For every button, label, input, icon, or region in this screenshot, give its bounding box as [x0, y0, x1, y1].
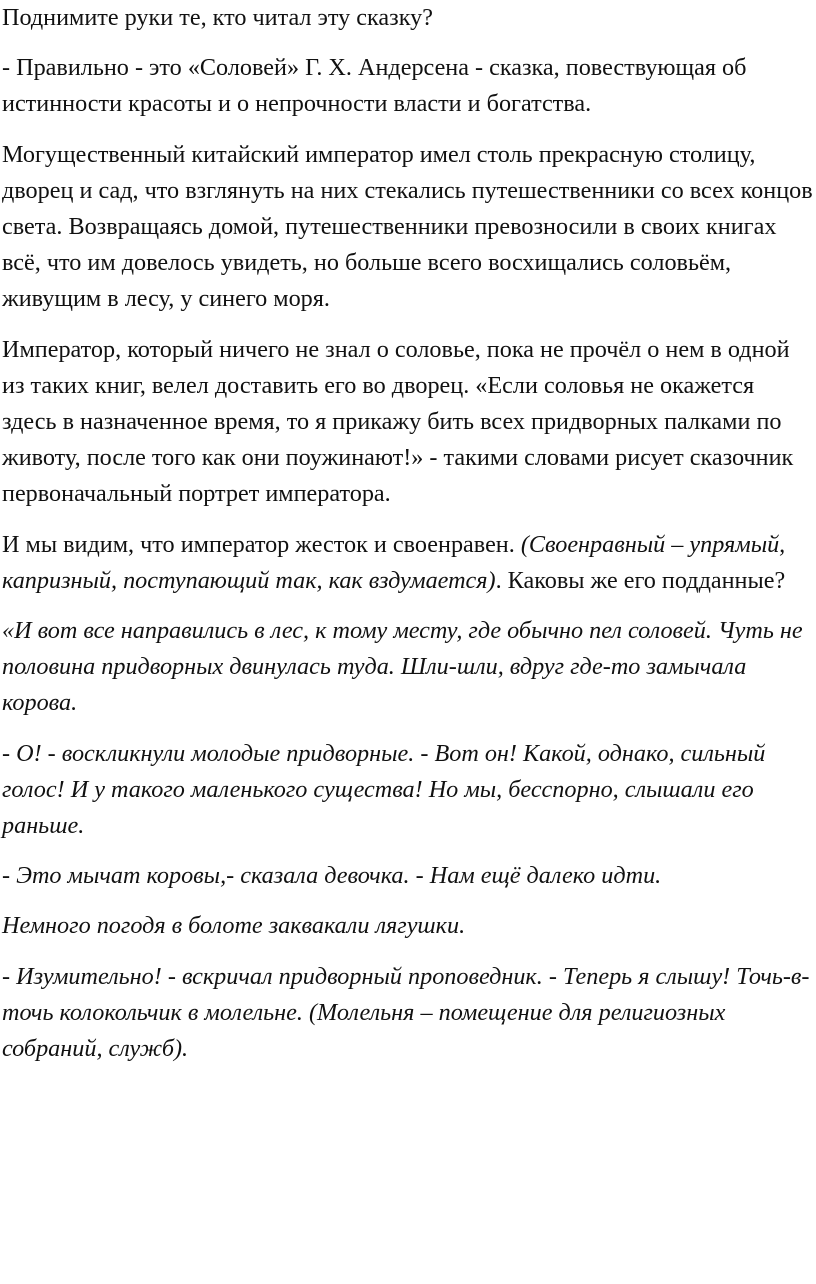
- document-page: [2, 0, 814, 1067]
- italic-definition: (Своенравный – упрямый, капризный, поступающий так, как вздумается): [2, 530, 786, 594]
- text-run: Могущественный китайский император имел столь прекрасную столицу, дворец и сад, что взглянуть на них стекались путешественники со всех концов света. Возвращаясь домой, путешественники превозносили в своих книгах всё, что им довелось увидеть, но больше всего восхищались соловьём, живущим в лесу, у синего моря.: [2, 140, 813, 313]
- paragraph-quote-forest: [2, 613, 814, 722]
- text-run: - Это мычат коровы,- сказала девочка. - Нам ещё далеко идти.: [2, 862, 662, 890]
- text-run: - О! - воскликнули молодые придворные. - Вот он! Какой, однако, сильный голос! И у такого маленького существа! Но мы, бесспорно, слышали его раньше.: [2, 739, 766, 840]
- paragraph-quote-frogs: [2, 908, 814, 944]
- paragraph-emperor-capital: [2, 137, 814, 318]
- paragraph-answer: [2, 50, 814, 122]
- paragraph-quote-preacher: [2, 959, 814, 1068]
- text-run: И мы видим, что император жесток и своенравен.: [2, 530, 521, 558]
- text-run: - Изумительно! - вскричал придворный проповедник. - Теперь я слышу! Точь-в-точь колокольчик в молельне. (Молельня – помещение для религиозных собраний, служб).: [2, 962, 810, 1063]
- paragraph-emperor-character: [2, 527, 814, 599]
- paragraph-intro-question: [2, 0, 814, 36]
- text-run: «И вот все направились в лес, к тому месту, где обычно пел соловей. Чуть не половина придворных двинулась туда. Шли-шли, вдруг где-то замычала корова.: [2, 617, 803, 717]
- paragraph-quote-young-courtiers: [2, 736, 814, 845]
- paragraph-quote-girl: [2, 858, 814, 894]
- text-run: Император, который ничего не знал о соловье, пока не прочёл о нем в одной из таких книг, велел доставить его во дворец. «Если соловья не окажется здесь в назначенное время, то я прикажу бить всех придворных палками по животу, после того как они поужинают!» - такими словами рисует сказочник первоначальный портрет императора.: [2, 335, 794, 508]
- text-run: Поднимите руки те, кто читал эту сказку?: [2, 4, 433, 31]
- text-run: . Каковы же его подданные?: [495, 566, 786, 594]
- paragraph-emperor-order: [2, 332, 814, 513]
- text-run: - Правильно - это «Соловей» Г. Х. Андерсена - сказка, повествующая об истинности красоты и о непрочности власти и богатства.: [2, 54, 747, 118]
- text-run: Немного погодя в болоте заквакали лягушки.: [2, 912, 466, 940]
